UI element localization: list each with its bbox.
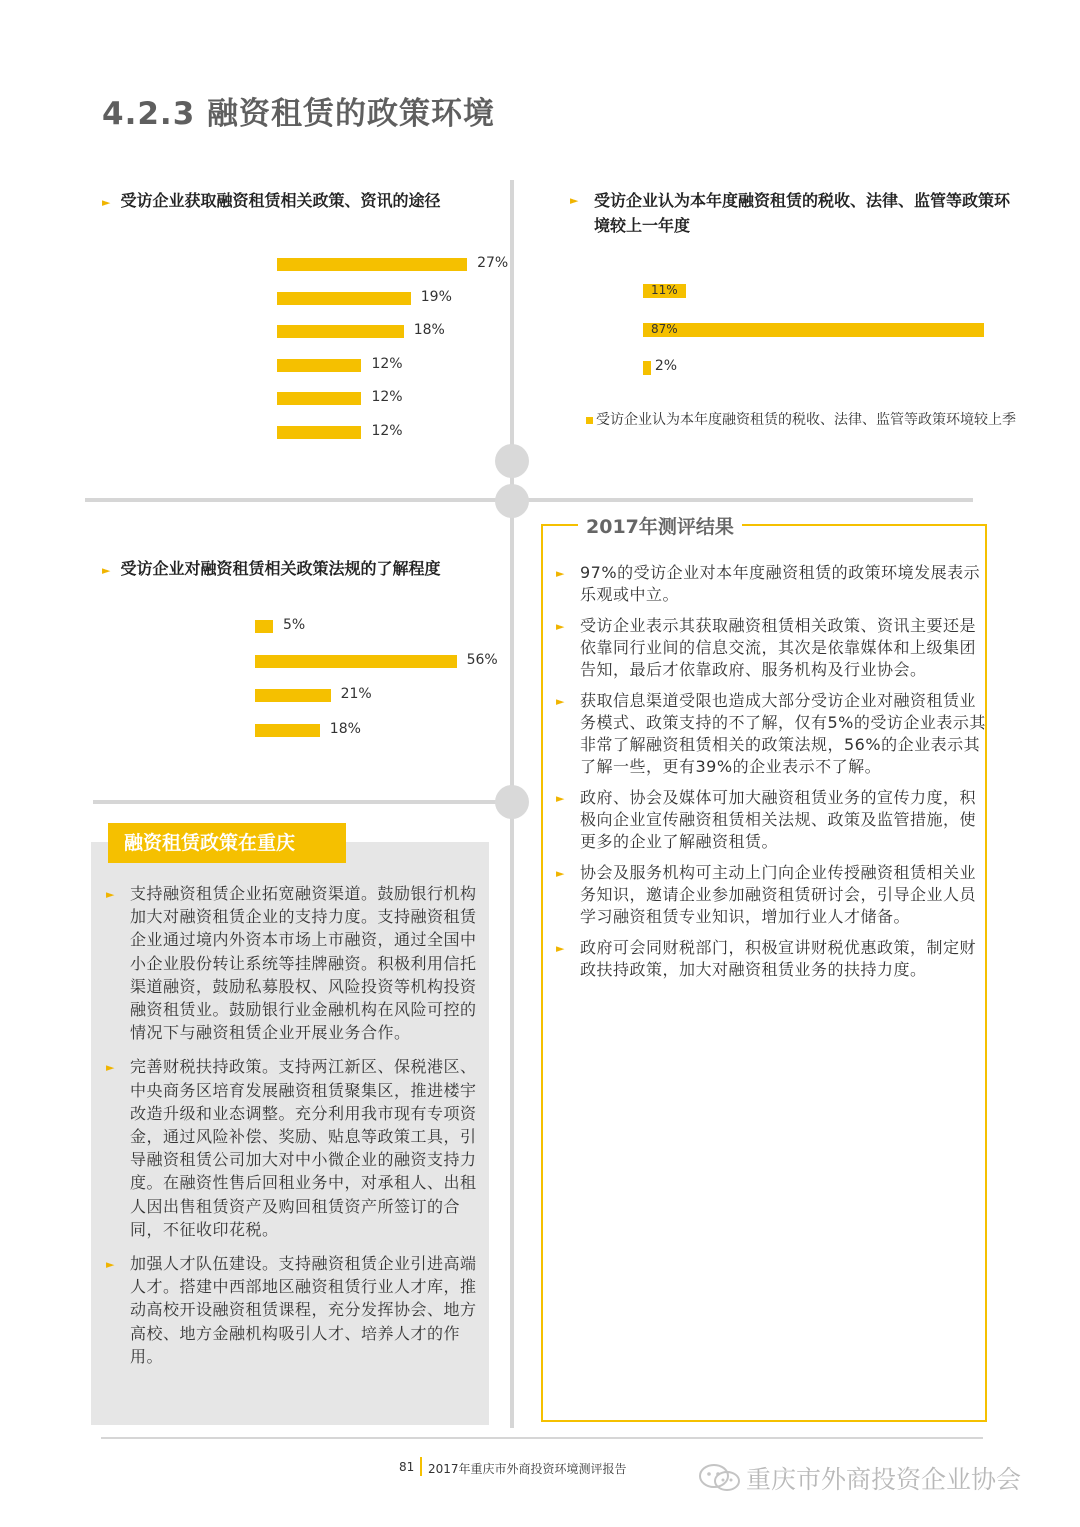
results-list-item-text: 政府、协会及媒体可加大融资租赁业务的宣传力度，积极向企业宣传融资租赁相关法规、政策及监管措施，使更多的企业了解融资租赁。 [580,788,977,851]
divider-dot [495,444,529,478]
results-list-item [556,615,986,681]
divider-dot [495,785,529,819]
triangle-bullet-icon: ► [106,1061,115,1075]
results-list-item [556,862,986,928]
chongqing-policy-list [106,882,478,1379]
legend-swatch [586,417,593,424]
triangle-bullet-icon: ► [556,942,565,955]
results-list-item-text: 协会及服务机构可主动上门向企业传授融资租赁相关业务知识，邀请企业参加融资租赁研讨会，引导企业人员学习融资租赁专业知识，增加行业人才储备。 [580,863,977,926]
triangle-bullet-icon: ► [102,196,111,209]
results-list-item [556,937,986,981]
chart3-bar [255,655,457,668]
chart3-value-label: 5% [283,617,306,633]
triangle-bullet-icon: ► [570,194,579,207]
triangle-bullet-icon: ► [556,792,565,805]
chart3-value-label: 56% [466,651,498,668]
chart3-bar [255,689,331,702]
triangle-bullet-icon: ► [106,888,115,901]
horizontal-divider-left [93,800,511,804]
chart1-value-label: 27% [477,255,509,271]
footer-report-title: 2017年重庆市外商投资环境测评报告 [428,1462,627,1476]
chart3-bar [255,724,320,737]
chart3-title-text: 受访企业对融资租赁相关政策法规的了解程度 [120,559,441,578]
results-list-item-text: 政府可会同财税部门，积极宣讲财税优惠政策，制定财政扶持政策，加大对融资租赁业务的扶持力度。 [580,938,977,979]
chongqing-list-item-text: 支持融资租赁企业拓宽融资渠道。鼓励银行机构加大对融资租赁企业的支持力度。支持融资租赁企业通过境内外资本市场上市融资，通过全国中小企业股份转让系统等挂牌融资。积极利用信托渠道融资，鼓励私募股权、风险投资等机构投资融资租赁业。鼓励银行业金融机构在风险可控的情况下与融资租赁企业开展业务合作。 [130,884,477,1043]
chart1-value-label: 18% [413,322,445,338]
footer-divider [101,1437,983,1439]
chongqing-list-item [106,882,478,1044]
triangle-bullet-icon: ► [106,1258,115,1272]
results-list [556,562,986,990]
page-number: 81 [399,1460,415,1474]
chart1-title [102,188,502,215]
triangle-bullet-icon: ► [556,567,565,580]
watermark-text: 重庆市外商投资企业协会 [746,1465,1022,1494]
chart1-value-label: 19% [420,288,452,305]
chart1-title-text: 受访企业获取融资租赁相关政策、资讯的途径 [120,191,441,210]
page-title: 4.2.3 融资租赁的政策环境 [102,96,496,132]
chart2-legend [586,410,1031,431]
chart2-value-label: 87% [651,321,678,336]
chongqing-policy-title: 融资租赁政策在重庆 [108,823,346,863]
triangle-bullet-icon: ► [556,867,565,880]
chart1-bar [277,258,467,271]
chart2-bar [643,323,984,337]
chongqing-list-item [106,1055,478,1241]
vertical-divider-bottom [510,498,514,1428]
results-list-item [556,787,986,853]
chart1-value-label: 12% [371,355,403,372]
triangle-bullet-icon: ► [556,695,565,708]
chart1-value-label: 12% [371,389,403,405]
chart2-value-label: 11% [651,283,678,297]
chart1-value-label: 12% [371,422,403,439]
chart2-value-label: 2% [654,358,678,374]
chart2-title-text: 受访企业认为本年度融资租赁的税收、法律、监管等政策环境较上一年度 [594,191,1011,235]
chongqing-list-item-text: 完善财税扶持政策。支持两江新区、保税港区、中央商务区培育发展融资租赁聚集区，推进楼宇改造升级和业态调整。充分利用我市现有专项资金，通过风险补偿、奖励、贴息等政策工具，引导融资租赁公司加大对中小微企业的融资支持力度。在融资性售后回租业务中，对承租人、出租人因出售租赁资产及购回租赁资产所签订的合同，不征收印花税。 [130,1057,477,1239]
chongqing-list-item [106,1252,478,1368]
triangle-bullet-icon: ► [102,564,111,577]
chongqing-list-item-text: 加强人才队伍建设。支持融资租赁企业引进高端人才。搭建中西部地区融资租赁行业人才库，推动高校开设融资租赁课程，充分发挥协会、地方高校、地方金融机构吸引人才、培养人才的作用。 [130,1254,477,1366]
chart3-value-label: 18% [329,720,361,737]
chart3-title [102,556,502,583]
results-title: 2017年测评结果 [578,512,742,539]
footer-separator [420,1457,422,1476]
results-list-item [556,690,986,778]
triangle-bullet-icon: ► [556,620,565,633]
chart1-bar [277,325,404,338]
horizontal-divider-mid [85,498,973,502]
chart1-bar [277,292,411,305]
chart3-bar [255,620,273,633]
chart1-bar [277,426,361,439]
results-list-item-text: 97%的受访企业对本年度融资租赁的政策环境发展表示乐观或中立。 [580,563,981,604]
chart2-title [570,188,1010,238]
wechat-icon [698,1463,742,1493]
results-list-item [556,562,986,606]
divider-dot [495,484,529,518]
chart3-value-label: 21% [340,686,372,702]
chart2-legend-text: 受访企业认为本年度融资租赁的税收、法律、监管等政策环境较上季 [596,412,1016,428]
chart1-bar [277,359,361,372]
chart2-bar [643,361,651,375]
chart1-bar [277,392,361,405]
results-list-item-text: 获取信息渠道受限也造成大部分受访企业对融资租赁业务模式、政策支持的不了解，仅有5%的受访企业表示其非常了解融资租赁相关的政策法规，56%的企业表示其了解一些，更有39%的企业表示不了解。 [580,691,986,776]
results-list-item-text: 受访企业表示其获取融资租赁相关政策、资讯主要还是依靠同行业间的信息交流，其次是依靠媒体和上级集团告知，最后才依靠政府、服务机构及行业协会。 [580,616,977,679]
